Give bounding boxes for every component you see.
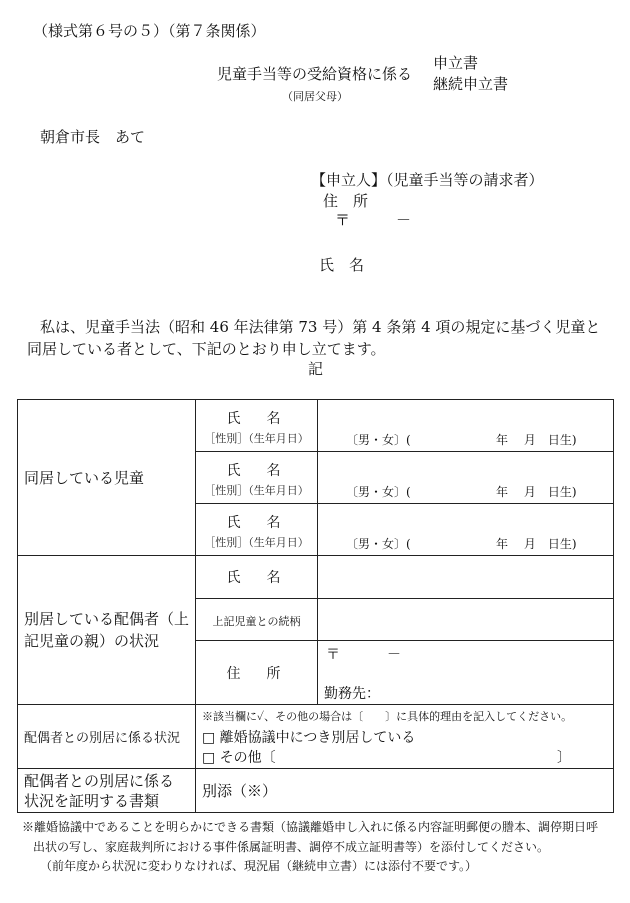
footnote-line-1: ※離婚協議中であることを明らかにできる書類（協議離婚申し入れに係る内容証明郵便の謄本、調停期日呼: [22, 820, 599, 834]
child-1-name-label: 氏 名: [226, 410, 287, 427]
spouse-workplace-label: 勤務先：: [324, 686, 380, 702]
child-row-1: [18, 400, 614, 452]
child-2-name-label: 氏 名: [226, 462, 287, 479]
form-number: （様式第６号の５）（第７条関係）: [33, 22, 266, 40]
spouse-postal-dash: －: [387, 647, 401, 663]
spouse-address-field[interactable]: [318, 641, 614, 705]
section-children-label: 同居している児童: [24, 469, 145, 487]
child-3-birthdate[interactable]: 年 月 日生): [496, 537, 577, 551]
statement-line-1: 私は、児童手当法（昭和 46 年法律第 73 号）第 4 条第 4 項の規定に基づく児童と: [40, 318, 601, 336]
form-subtitle: （同居父母）: [282, 90, 348, 103]
child-3-labels: [196, 504, 318, 556]
applicant-name-label: 氏 名: [319, 256, 365, 274]
child-1-gender[interactable]: 〔男・女〕(: [346, 433, 411, 447]
section-spouse-label-2: 記児童の親）の状況: [24, 632, 160, 650]
option-divorce-checkbox[interactable]: □ 離婚協議中につき別居している: [202, 730, 416, 746]
section-spouse: [18, 556, 196, 705]
child-1-birthdate[interactable]: 年 月 日生): [496, 433, 577, 447]
child-2-birthdate[interactable]: 年 月 日生): [496, 485, 577, 499]
addressee: 朝倉市長 あて: [40, 128, 146, 146]
footnote-line-2: 出状の写し、家庭裁判所における事件係属証明書、調停不成立証明書等）を添付してください。: [33, 840, 550, 854]
spouse-relation-label-cell: [196, 599, 318, 641]
spouse-relation-label: 上記児童との続柄: [212, 615, 301, 628]
proof-value: 別添（※）: [202, 782, 278, 800]
ki-marker: 記: [308, 360, 324, 378]
separation-options: [196, 705, 614, 769]
child-3-name-label: 氏 名: [226, 514, 287, 531]
applicant-address-label: 住 所: [323, 192, 369, 210]
spouse-postal-mark: 〒: [326, 647, 340, 663]
child-3-sub-label: ［性別］（生年月日）: [204, 535, 309, 549]
form-title: 児童手当等の受給資格に係る: [217, 65, 413, 83]
spouse-name-field[interactable]: [318, 556, 614, 599]
child-2-gender[interactable]: 〔男・女〕(: [346, 485, 411, 499]
section-proof-label-1: 配偶者との別居に係る: [24, 771, 175, 790]
statement-line-2: 同居している者として、下記のとおり申し立てます。: [27, 340, 386, 358]
separation-row: [18, 705, 614, 769]
option-other-checkbox[interactable]: □ その他〔: [202, 750, 276, 766]
separation-note: ※該当欄に✓、その他の場合は〔 〕に具体的理由を記入してください。: [202, 710, 573, 723]
child-2-labels: [196, 452, 318, 504]
proof-row: [18, 769, 614, 813]
section-proof: [18, 769, 196, 813]
spouse-address-label: 住 所: [226, 665, 287, 682]
spouse-name-label: 氏 名: [226, 570, 287, 586]
child-1-labels: [196, 400, 318, 452]
child-2-field[interactable]: [318, 452, 614, 504]
child-2-sub-label: ［性別］（生年月日）: [204, 483, 309, 497]
child-1-sub-label: ［性別］（生年月日）: [204, 431, 309, 445]
child-3-field[interactable]: [318, 504, 614, 556]
spouse-name-row: [18, 556, 614, 599]
section-separation-label: 配偶者との別居に係る状況: [24, 731, 181, 746]
title-option-continuation: 継続申立書: [433, 75, 509, 93]
spouse-relation-field[interactable]: [318, 599, 614, 641]
section-spouse-label-1: 別居している配偶者（上: [24, 610, 190, 628]
spouse-name-label-cell: [196, 556, 318, 599]
applicant-heading: 【申立人】（児童手当等の請求者）: [311, 171, 544, 189]
applicant-postal-mark: 〒: [335, 211, 351, 229]
title-option-application: 申立書: [433, 54, 479, 72]
child-1-field[interactable]: [318, 400, 614, 452]
application-table: [17, 399, 614, 813]
section-children: [18, 400, 196, 556]
child-3-gender[interactable]: 〔男・女〕(: [346, 537, 411, 551]
spouse-address-label-cell: [196, 641, 318, 705]
option-other-close: 〕: [557, 750, 571, 766]
section-separation: [18, 705, 196, 769]
footnote-line-3: （前年度から状況に変わりなければ、現況届（継続申立書）には添付不要です。）: [40, 859, 478, 873]
applicant-postal-dash: －: [396, 211, 412, 229]
section-proof-label-2: 状況を証明する書類: [24, 791, 160, 810]
proof-value-cell: [196, 769, 614, 813]
